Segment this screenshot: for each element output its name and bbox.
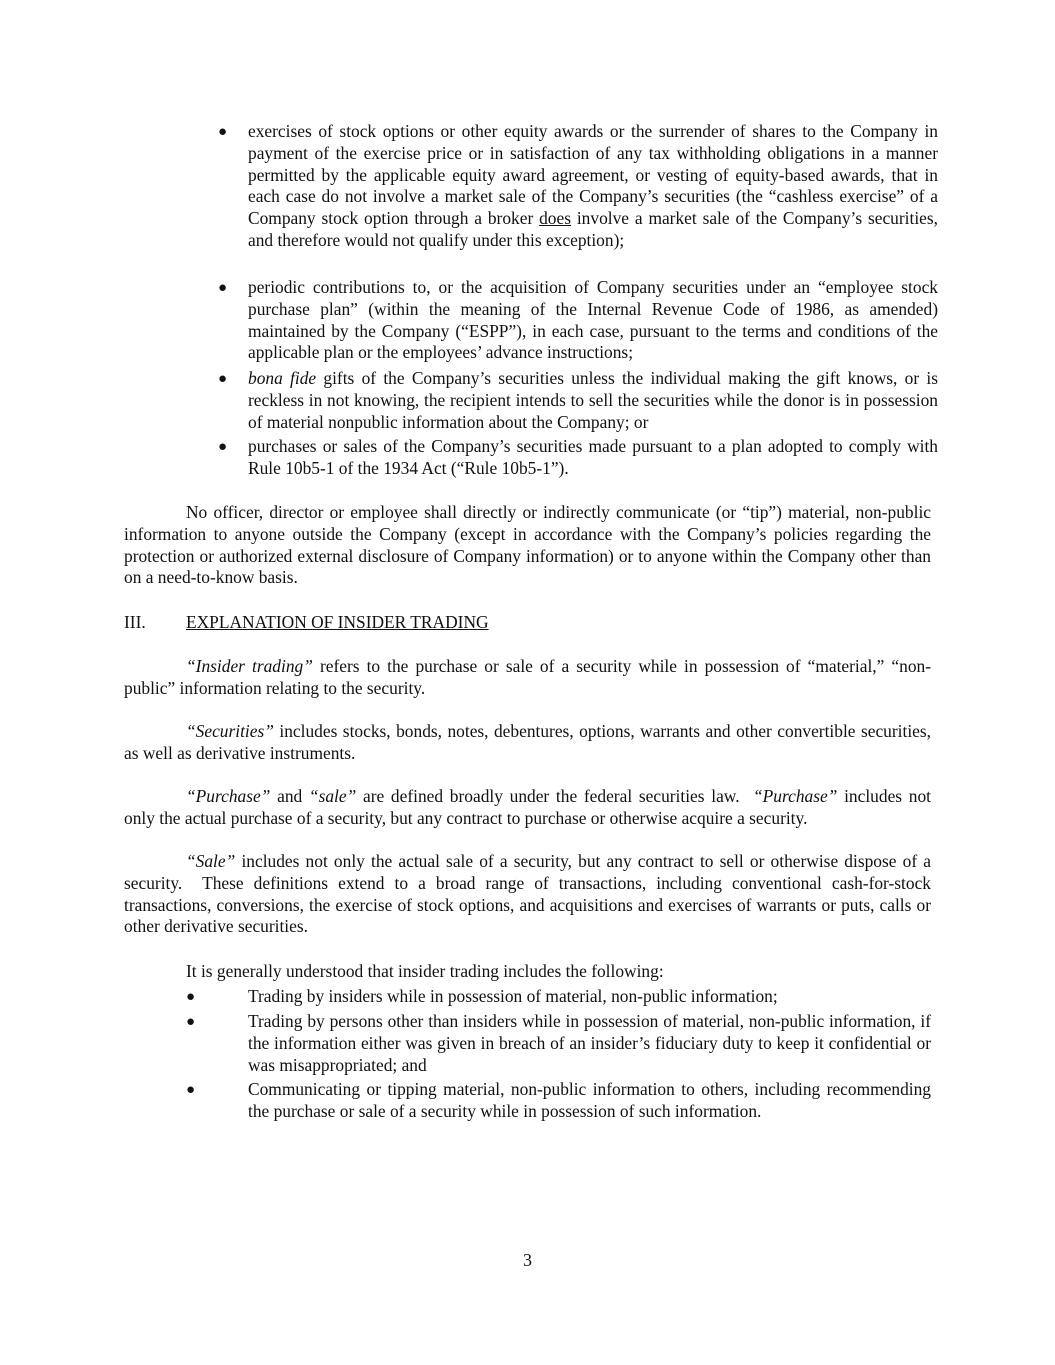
term-securities: “Securities” [186, 721, 274, 741]
bullet-icon: ● [218, 124, 228, 140]
list-item [248, 1079, 931, 1123]
term-purchase-2: “Purchase” [753, 786, 838, 806]
understood-intro-text: It is generally understood that insider trading includes the following: [186, 961, 664, 981]
bullet-icon: ● [186, 989, 196, 1005]
term-insider-trading: “Insider trading” [186, 656, 313, 676]
definition-text: includes not only the actual sale of a security, but any contract to sell or otherwise dispose of a security. These definitions extend to a broad range of transactions, including conventional cash-for-stock transactions, conversions, the exercise of stock options, and acquisitions and exercises of warrants or puts, calls or other derivative securities. [124, 851, 936, 937]
definition-text-cont: includes not only the actual purchase of a security, but any contract to purchase or otherwise acquire a security. [124, 786, 931, 828]
exception-item-text: exercises of stock options or other equity awards or the surrender of shares to the Company in payment of the exercise price or in satisfaction of any tax withholding obligations in a manner permitted by the applicable equity award agreement, or vesting of equity-based awards, that in each case do not involve a market sale of the Company’s securities (the “cashless exercise” of a Company stock option through a broker [248, 121, 938, 229]
bullet-icon: ● [218, 371, 228, 387]
section-number: III. [124, 612, 146, 632]
section-heading [124, 612, 931, 634]
exception-item [248, 368, 938, 433]
connector-text: and [270, 786, 309, 806]
exception-item-text: gifts of the Company’s securities unless the individual making the gift knows, or is reckless in not knowing, the recipient intends to sell the securities while the donor is in possession of material nonpublic information about the Company; or [248, 368, 938, 432]
list-item-text: Trading by insiders while in possession of material, non-public information; [248, 986, 778, 1006]
definition-text: refers to the purchase or sale of a security while in possession of “material,” “non-public” information relating to the security. [124, 656, 932, 698]
definition-securities [124, 721, 931, 765]
bullet-icon: ● [218, 439, 228, 455]
exception-item-text: periodic contributions to, or the acquisition of Company securities under an “employee stock purchase plan” (within the meaning of the Internal Revenue Code of 1986, as amended) maintained by the Company (“ESPP”), in each case, pursuant to the terms and conditions of the applicable plan or the employees’ advance instructions; [248, 277, 938, 363]
list-item [248, 1011, 931, 1076]
list-item-text: Communicating or tipping material, non-public information to others, including recommending the purchase or sale of a security while in possession of such information. [248, 1079, 931, 1121]
exception-item [248, 436, 938, 480]
exception-item [248, 121, 938, 252]
definition-text: includes stocks, bonds, notes, debentures, options, warrants and other convertible securities, as well as derivative instruments. [124, 721, 931, 763]
tip-paragraph-text: No officer, director or employee shall directly or indirectly communicate (or “tip”) material, non-public information to anyone outside the Company (except in accordance with the Company’s policies regarding the protection or authorized external disclosure of Company information) or to anyone within the Company other than on a need-to-know basis. [124, 502, 931, 588]
bullet-icon: ● [186, 1082, 196, 1098]
list-item-text: Trading by persons other than insiders while in possession of material, non-public information, if the information either was given in breach of an insider’s fiduciary duty to keep it confidential or was misappropriated; and [248, 1011, 931, 1075]
emphasis-does: does [539, 208, 571, 229]
italic-term: bona fide [248, 368, 317, 388]
list-item [248, 986, 931, 1008]
term-sale-2: “Sale” [186, 851, 236, 871]
term-sale: “sale” [308, 786, 357, 806]
definition-sale [124, 851, 936, 938]
bullet-icon: ● [186, 1014, 196, 1030]
exception-item [248, 277, 938, 364]
tip-paragraph [124, 502, 931, 589]
term-purchase: “Purchase” [186, 786, 271, 806]
bullet-icon: ● [218, 280, 228, 296]
exception-item-text-cont: involve a market sale of the Company’s securities, and therefore would not qualify under this exception); [248, 208, 938, 250]
definition-insider-trading [124, 656, 931, 700]
understood-intro [186, 961, 931, 983]
definition-text: are defined broadly under the federal securities law. [356, 786, 753, 806]
section-title: EXPLANATION OF INSIDER TRADING [186, 612, 489, 632]
exception-item-text: purchases or sales of the Company’s securities made pursuant to a plan adopted to comply with Rule 10b5-1 of the 1934 Act (“Rule 10b5-1”). [248, 436, 938, 478]
page-number: 3 [523, 1250, 532, 1270]
definition-purchase [124, 786, 931, 830]
